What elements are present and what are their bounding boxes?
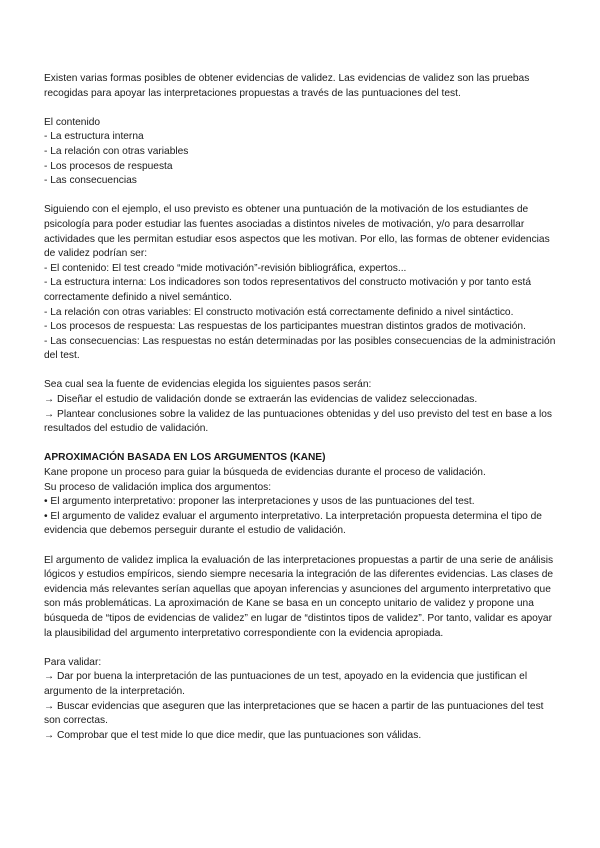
example-item: - La estructura interna: Los indicadores son todos representativos del constructo motivación y por tanto está correctamente definido a nivel semántico. [44, 277, 532, 303]
sources-item: - Las consecuencias [44, 175, 137, 187]
sources-item: - La relación con otras variables [44, 145, 189, 157]
document-page [44, 72, 558, 743]
validate-item: → Comprobar que el test mide lo que dice medir, que las puntuaciones son válidas. [44, 729, 422, 741]
kane-bullet-item: • El argumento interpretativo: proponer las interpretaciones y usos de las puntuaciones del test. [44, 496, 475, 508]
steps-item: → Plantear conclusiones sobre la validez de las puntuaciones obtenidas y del uso previsto del test en base a los resultados del estudio de validación. [44, 408, 552, 435]
example-item: - El contenido: El test creado “mide motivación”-revisión bibliográfica, expertos... [44, 262, 407, 274]
spacer [44, 437, 558, 452]
spacer [44, 364, 558, 379]
steps-intro: Sea cual sea la fuente de evidencias elegida los siguientes pasos serán: [44, 379, 372, 391]
sources-title: El contenido [44, 116, 101, 128]
validate-item: → Buscar evidencias que aseguren que las interpretaciones que se hacen a partir de las puntuaciones del test son correctas. [44, 700, 544, 727]
kane-bullet-item: • El argumento de validez evaluar el argumento interpretativo. La interpretación propuesta determina el tipo de evidencia que debemos perseguir durante el estudio de validación. [44, 510, 542, 537]
kane-line: Kane propone un proceso para guiar la búsqueda de evidencias durante el proceso de validación. [44, 467, 486, 479]
example-item: - Los procesos de respuesta: Las respuestas de los participantes muestran distintos grados de motivación. [44, 321, 526, 333]
validity-argument-paragraph: El argumento de validez implica la evaluación de las interpretaciones propuestas a partir de una serie de análisis lógicos y estudios empíricos, siendo siempre necesaria la integración de las diferentes evidencias. Las clases de evidencia más relevantes serían aquellas que apoyan inferencias y asunciones del argumento interpretativo que son más problemáticas. La aproximación de Kane se basa en un concepto unitario de validez y propone una búsqueda de “tipos de evidencias de validez” en lugar de “distintos tipos de validez”. Por tanto, validar es apoyar la plausibilidad del argumento interpretativo correspondiente con la evidencia apropiada. [44, 554, 554, 639]
intro-paragraph: Existen varias formas posibles de obtener evidencias de validez. Las evidencias de validez son las pruebas recogidas para apoyar las interpretaciones propuestas a través de las puntuaciones del test. [44, 73, 530, 99]
section-heading-kane: APROXIMACIÓN BASADA EN LOS ARGUMENTOS (KANE) [44, 452, 326, 464]
spacer [44, 101, 558, 116]
example-paragraph: Siguiendo con el ejemplo, el uso previsto es obtener una puntuación de la motivación de los estudiantes de psicología para poder estudiar las fuentes asociadas a distintos niveles de motivación, y/o para desarrollar actividades que les permitan estudiar esos aspectos que les motivan. Por ello, las formas de obtener evidencias de validez podrían ser: [44, 204, 550, 260]
kane-line: Su proceso de validación implica dos argumentos: [44, 481, 272, 493]
spacer [44, 539, 558, 554]
sources-item: - Los procesos de respuesta [44, 160, 173, 172]
spacer [44, 189, 558, 204]
validate-item: → Dar por buena la interpretación de las puntuaciones de un test, apoyado en la evidencia que justifican el argumento de la interpretación. [44, 671, 528, 697]
spacer [44, 641, 558, 656]
steps-item: → Diseñar el estudio de validación donde se extraerán las evidencias de validez seleccionadas. [44, 394, 478, 406]
example-item: - Las consecuencias: Las respuestas no están determinadas por las posibles consecuencias de la administración del test. [44, 335, 556, 362]
sources-item: - La estructura interna [44, 131, 144, 143]
validate-intro: Para validar: [44, 656, 102, 668]
example-item: - La relación con otras variables: El constructo motivación está correctamente definido a nivel sintáctico. [44, 306, 514, 318]
